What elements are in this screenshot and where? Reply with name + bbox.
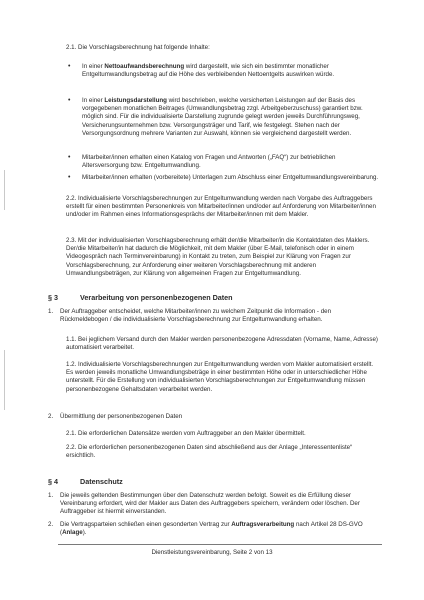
section-3-item-1: Der Auftraggeber entscheidet, welche Mitarbeiter/innen zu welchem Zeitpunkt die Information - den Rückmeldebogen / die individualisierte Vorschlagsberechnung zur Entgeltumwandlung erhalten.	[60, 308, 332, 324]
scan-edge-mark	[4, 350, 5, 410]
item-number: 1.	[48, 492, 54, 499]
bullet-leistungsdarstellung: In einer Leistungsdarstellung wird beschrieben, welche versicherten Leistungen auf der Basis des vorgegebenen monatlichen Beitrages (Umwandlungsbetrag zzgl. Arbeitgeberzuschuss) garantiert bzw. möglich sind. Für die individualisierte Darstellung zugrunde gelegt werden jeweils Durchführungsweg, Versicherungsunternehmen bzw. Versorgungsträger und Tarif, wie festgelegt. Stehen nach der Versorgungsordnung mehrere Varianten zur Auswahl, können sie vergleichend dargestellt werden.	[82, 97, 363, 137]
bullet-icon: •	[68, 154, 71, 161]
bullet-nettoaufwand: In einer Nettoaufwandsberechnung wird dargestellt, wie sich ein bestimmter monatlicher Entgeltumwandlungsbetrag auf die Höhe des verbleibenden Nettoentgelts auswirken würde.	[82, 63, 335, 79]
section-3-item-2-2: 2.2. Die erforderlichen personenbezogenen Daten sind abschließend aus der Anlage „Interessentenliste“ ersichtlich.	[66, 444, 353, 460]
bullet-unterlagen: Mitarbeiter/innen erhalten (vorbereitete) Unterlagen zum Abschluss einer Entgeltumwandlungsvereinbarung.	[82, 174, 379, 181]
paragraph-2-2: 2.2. Individualisierte Vorschlagsberechnungen zur Entgeltumwandlung werden nach Vorgabe des Auftraggebers erstellt für einen bestimmten Personenkreis von Mitarbeiter/innen und/oder auf Anforderung von Mitarbeiter/innen und/oder im Rahmen eines Informationsgesprächs der Mitarbeiter/innen mit dem Makler.	[66, 195, 376, 219]
section-3-item-1-1: 1.1. Bei jeglichem Versand durch den Makler werden personenbezogene Adressdaten (Vorname, Name, Adresse) automatisiert verarbeitet.	[66, 336, 378, 352]
scan-edge-mark	[4, 170, 5, 210]
bullet-icon: •	[68, 63, 71, 70]
section-3-item-1-2: 1.2. Individualisierte Vorschlagsberechnungen zur Entgeltumwandlung werden vom Makler automatisiert erstellt. Es werden jeweils monatliche Umwandlungsbeträge in einer bestimmten Höhe oder in unterschiedlicher Höhe unterstellt. Für die Erstellung von individualisierten Vorschlagsberechnungen zur Entgeltumwandlung müssen personenbezogene Gehaltsdaten verarbeitet werden.	[66, 361, 374, 393]
bullet-icon: •	[68, 97, 71, 104]
section-4-number: § 4	[48, 477, 58, 486]
section-4-title: Datenschutz	[80, 477, 123, 486]
section-3-number: § 3	[48, 293, 58, 302]
section-3-title: Verarbeitung von personenbezogenen Daten	[80, 293, 233, 302]
intro-line: 2.1. Die Vorschlagsberechnung hat folgende Inhalte:	[66, 44, 210, 51]
section-4-item-1: Die jeweils geltenden Bestimmungen über den Datenschutz werden befolgt. Soweit es die Erfüllung dieser Vereinbarung erfordert, wird der Makler aus Daten des Auftraggebers speichern, verändern oder löschen. Der Auftraggeber ist hiermit einverstanden.	[60, 492, 360, 516]
page-footer: Dienstleistungsvereinbarung, Seite 2 von 13	[151, 549, 273, 556]
item-number: 2.	[48, 521, 54, 528]
section-4-item-2: Die Vertragsparteien schließen einen gesonderten Vertrag zur Auftragsverarbeitung nach Artikel 28 DS-GVO (Anlage).	[60, 521, 363, 537]
item-number: 2.	[48, 413, 54, 420]
bullet-faq: Mitarbeiter/innen erhalten einen Katalog von Fragen und Antworten („FAQ“) zur betrieblichen Altersversorgung bzw. Entgeltumwandlung.	[82, 154, 336, 170]
footer-divider	[58, 544, 382, 545]
paragraph-2-3: 2.3. Mit der individualisierten Vorschlagsberechnung erhält der/die Mitarbeiter/in die Kontaktdaten des Maklers. Der/die Mitarbeiter/in hat dadurch die Möglichkeit, mit dem Makler (über E-Mail, telefonisch oder in einem Videogespräch nach Terminvereinbarung) in Kontakt zu treten, zum Beispiel zur Klärung von Fragen zur Vorschlagsberechnung, zur Anforderung einer weiteren Vorschlagsberechnung mit anderen Umwandlungsbeträgen, zur Klärung von allgemeinen Fragen zur Entgeltumwandlung.	[66, 237, 370, 277]
item-number: 1.	[48, 308, 54, 315]
section-3-item-2: Übermittlung der personenbezogenen Daten	[60, 413, 183, 420]
section-3-item-2-1: 2.1. Die erforderlichen Datensätze werden vom Auftraggeber an den Makler übermittelt.	[66, 430, 306, 437]
bullet-icon: •	[68, 174, 71, 181]
